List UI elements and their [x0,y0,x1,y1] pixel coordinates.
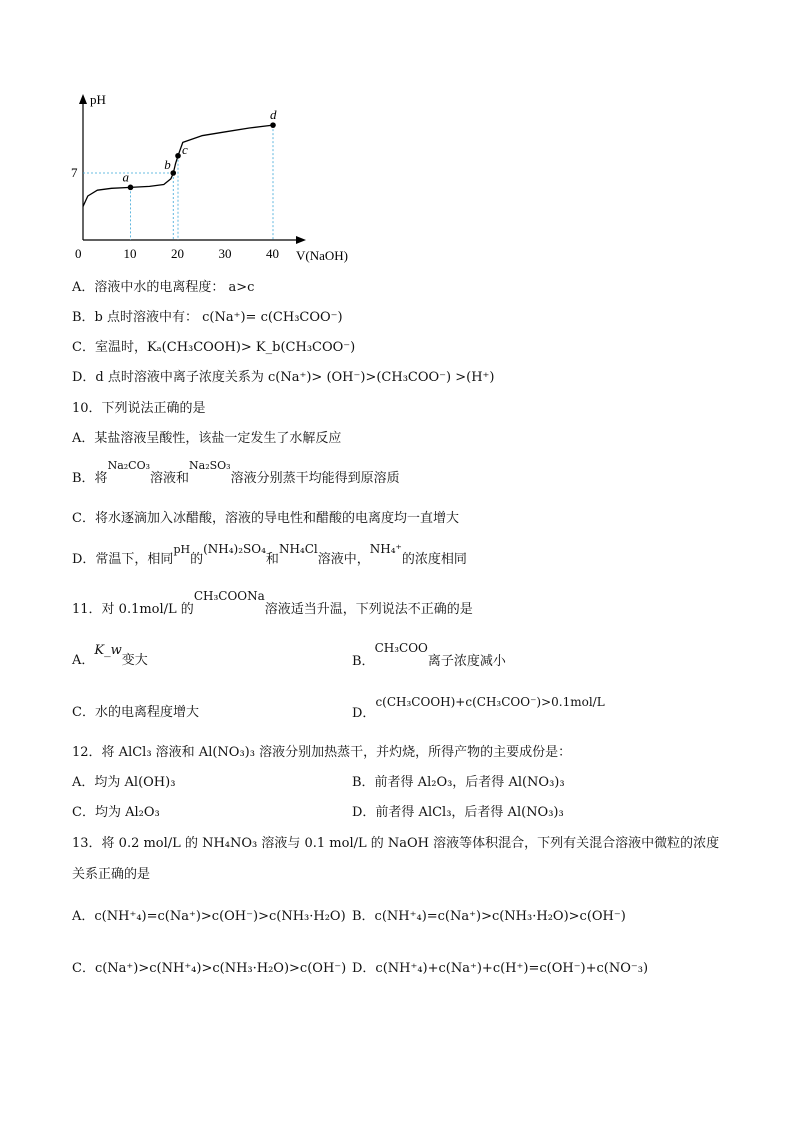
q10-option-d [72,542,467,569]
q10-stem: 10．下列说法正确的是 [72,401,206,416]
q10-d-formula-2: NH₄Cl [278,542,318,556]
q11-a-suffix: 变大 [121,653,148,668]
q10-d-middle: 溶液中， [317,552,370,567]
y-tick-label: 7 [71,165,78,180]
q11-b-prefix: B． [352,654,375,669]
q11-b-suffix: 离子浓度减小 [427,654,506,669]
q12-stem: 12．将 AlCl₃ 溶液和 Al(NO₃)₃ 溶液分别加热蒸干，并灼烧，所得产物的主要成份是： [72,745,572,760]
q11-stem-formula: CH₃COONa [193,589,265,603]
q10-d-suffix: 的浓度相同 [401,552,467,567]
q11-option-d [352,695,605,723]
point-c-label: c [182,141,188,157]
q11-option-c: C．水的电离程度增大 [72,705,199,720]
q10-b-formula-1: Na₂CO₃ [107,459,150,472]
x-tick-label: 0 [75,246,82,261]
q10-d-ph: pH [173,543,191,556]
q9-option-d: D．d 点时溶液中离子浓度关系为 c(Na⁺)> (OH⁻)>(CH₃COO⁻) >(H⁺) [72,370,495,385]
x-tick-label: 40 [266,246,279,261]
q10-d-he: 和 [265,552,279,567]
q9-option-a: A．溶液中水的电离程度： a>c [72,280,255,295]
q10-d-prefix: D．常温下，相同 [72,552,174,567]
q12-option-d: D．前者得 AlCl₃，后者得 Al(NO₃)₃ [352,805,564,820]
q13-option-b: B．c(NH⁺₄)=c(Na⁺)>c(NH₃·H₂O)>c(OH⁻) [352,909,626,924]
q9-option-c: C．室温时，Kₐ(CH₃COOH)> K_b(CH₃COO⁻) [72,340,356,355]
q13-option-a: A．c(NH⁺₄)=c(Na⁺)>c(OH⁻)>c(NH₃·H₂O) [72,909,346,924]
q11-a-formula: K_w [94,643,122,658]
q11-a-prefix: A． [72,653,95,668]
q10-b-prefix: B．将 [72,471,108,486]
q13-option-c: C．c(Na⁺)>c(NH⁺₄)>c(NH₃·H₂O)>c(OH⁻) [72,961,347,976]
q11-d-prefix: D． [352,706,376,721]
q13-stem-line-2: 关系正确的是 [72,867,151,882]
y-axis-arrow [79,94,87,104]
point-b-label: b [164,157,171,172]
q11-stem-suffix: 溶液适当升温，下列说法不正确的是 [264,602,473,617]
q11-stem [72,589,473,619]
titration-curve [83,125,273,206]
q12-option-c: C．均为 Al₂O₃ [72,805,160,820]
x-tick-label: 20 [171,246,184,261]
titration-chart [60,90,380,270]
q10-d-ion: NH₄⁺ [369,542,402,556]
x-axis-label: V(NaOH) [296,248,348,263]
point-c [175,153,181,159]
point-a-label: a [122,169,129,185]
point-a [128,185,134,191]
q11-b-formula: CH₃COO [374,641,428,655]
q11-d-formula: c(CH₃COOH)+c(CH₃COO⁻)>0.1mol/L [375,695,605,709]
q13-stem-line-1: 13．将 0.2 mol/L 的 NH₄NO₃ 溶液与 0.1 mol/L 的 NaOH 溶液等体积混合，下列有关混合溶液中微粒的浓度 [72,836,720,851]
q9-option-b: B．b 点时溶液中有： c(Na⁺)= c(CH₃COO⁻) [72,310,343,325]
q13-option-d: D．c(NH⁺₄)+c(Na⁺)+c(H⁺)=c(OH⁻)+c(NO⁻₃) [352,961,649,976]
point-d-label: d [270,107,277,123]
q10-b-formula-2: Na₂SO₃ [189,459,231,472]
q10-option-c: C．将水逐滴加入冰醋酸，溶液的导电性和醋酸的电离度均一直增大 [72,511,459,526]
q11-option-a [72,643,148,670]
q11-option-b [352,641,506,671]
q12-option-b: B．前者得 Al₂O₃，后者得 Al(NO₃)₃ [352,775,565,790]
q10-b-middle: 溶液和 [150,471,190,486]
x-axis-arrow [296,236,306,244]
q12-option-a: A．均为 Al(OH)₃ [72,775,176,790]
x-tick-label: 30 [218,246,232,261]
q11-stem-prefix: 11．对 0.1mol/L 的 [72,602,194,617]
y-axis-label: pH [90,92,106,107]
q10-d-formula-1: (NH₄)₂SO₄ [203,542,266,556]
q10-option-a: A．某盐溶液呈酸性，该盐一定发生了水解反应 [72,431,342,446]
point-d [270,122,276,128]
x-tick-label: 10 [123,246,137,261]
q10-b-suffix: 溶液分别蒸干均能得到原溶质 [230,471,400,486]
q10-d-de: 的 [190,552,204,567]
q10-option-b [72,459,400,488]
point-b [170,170,176,176]
